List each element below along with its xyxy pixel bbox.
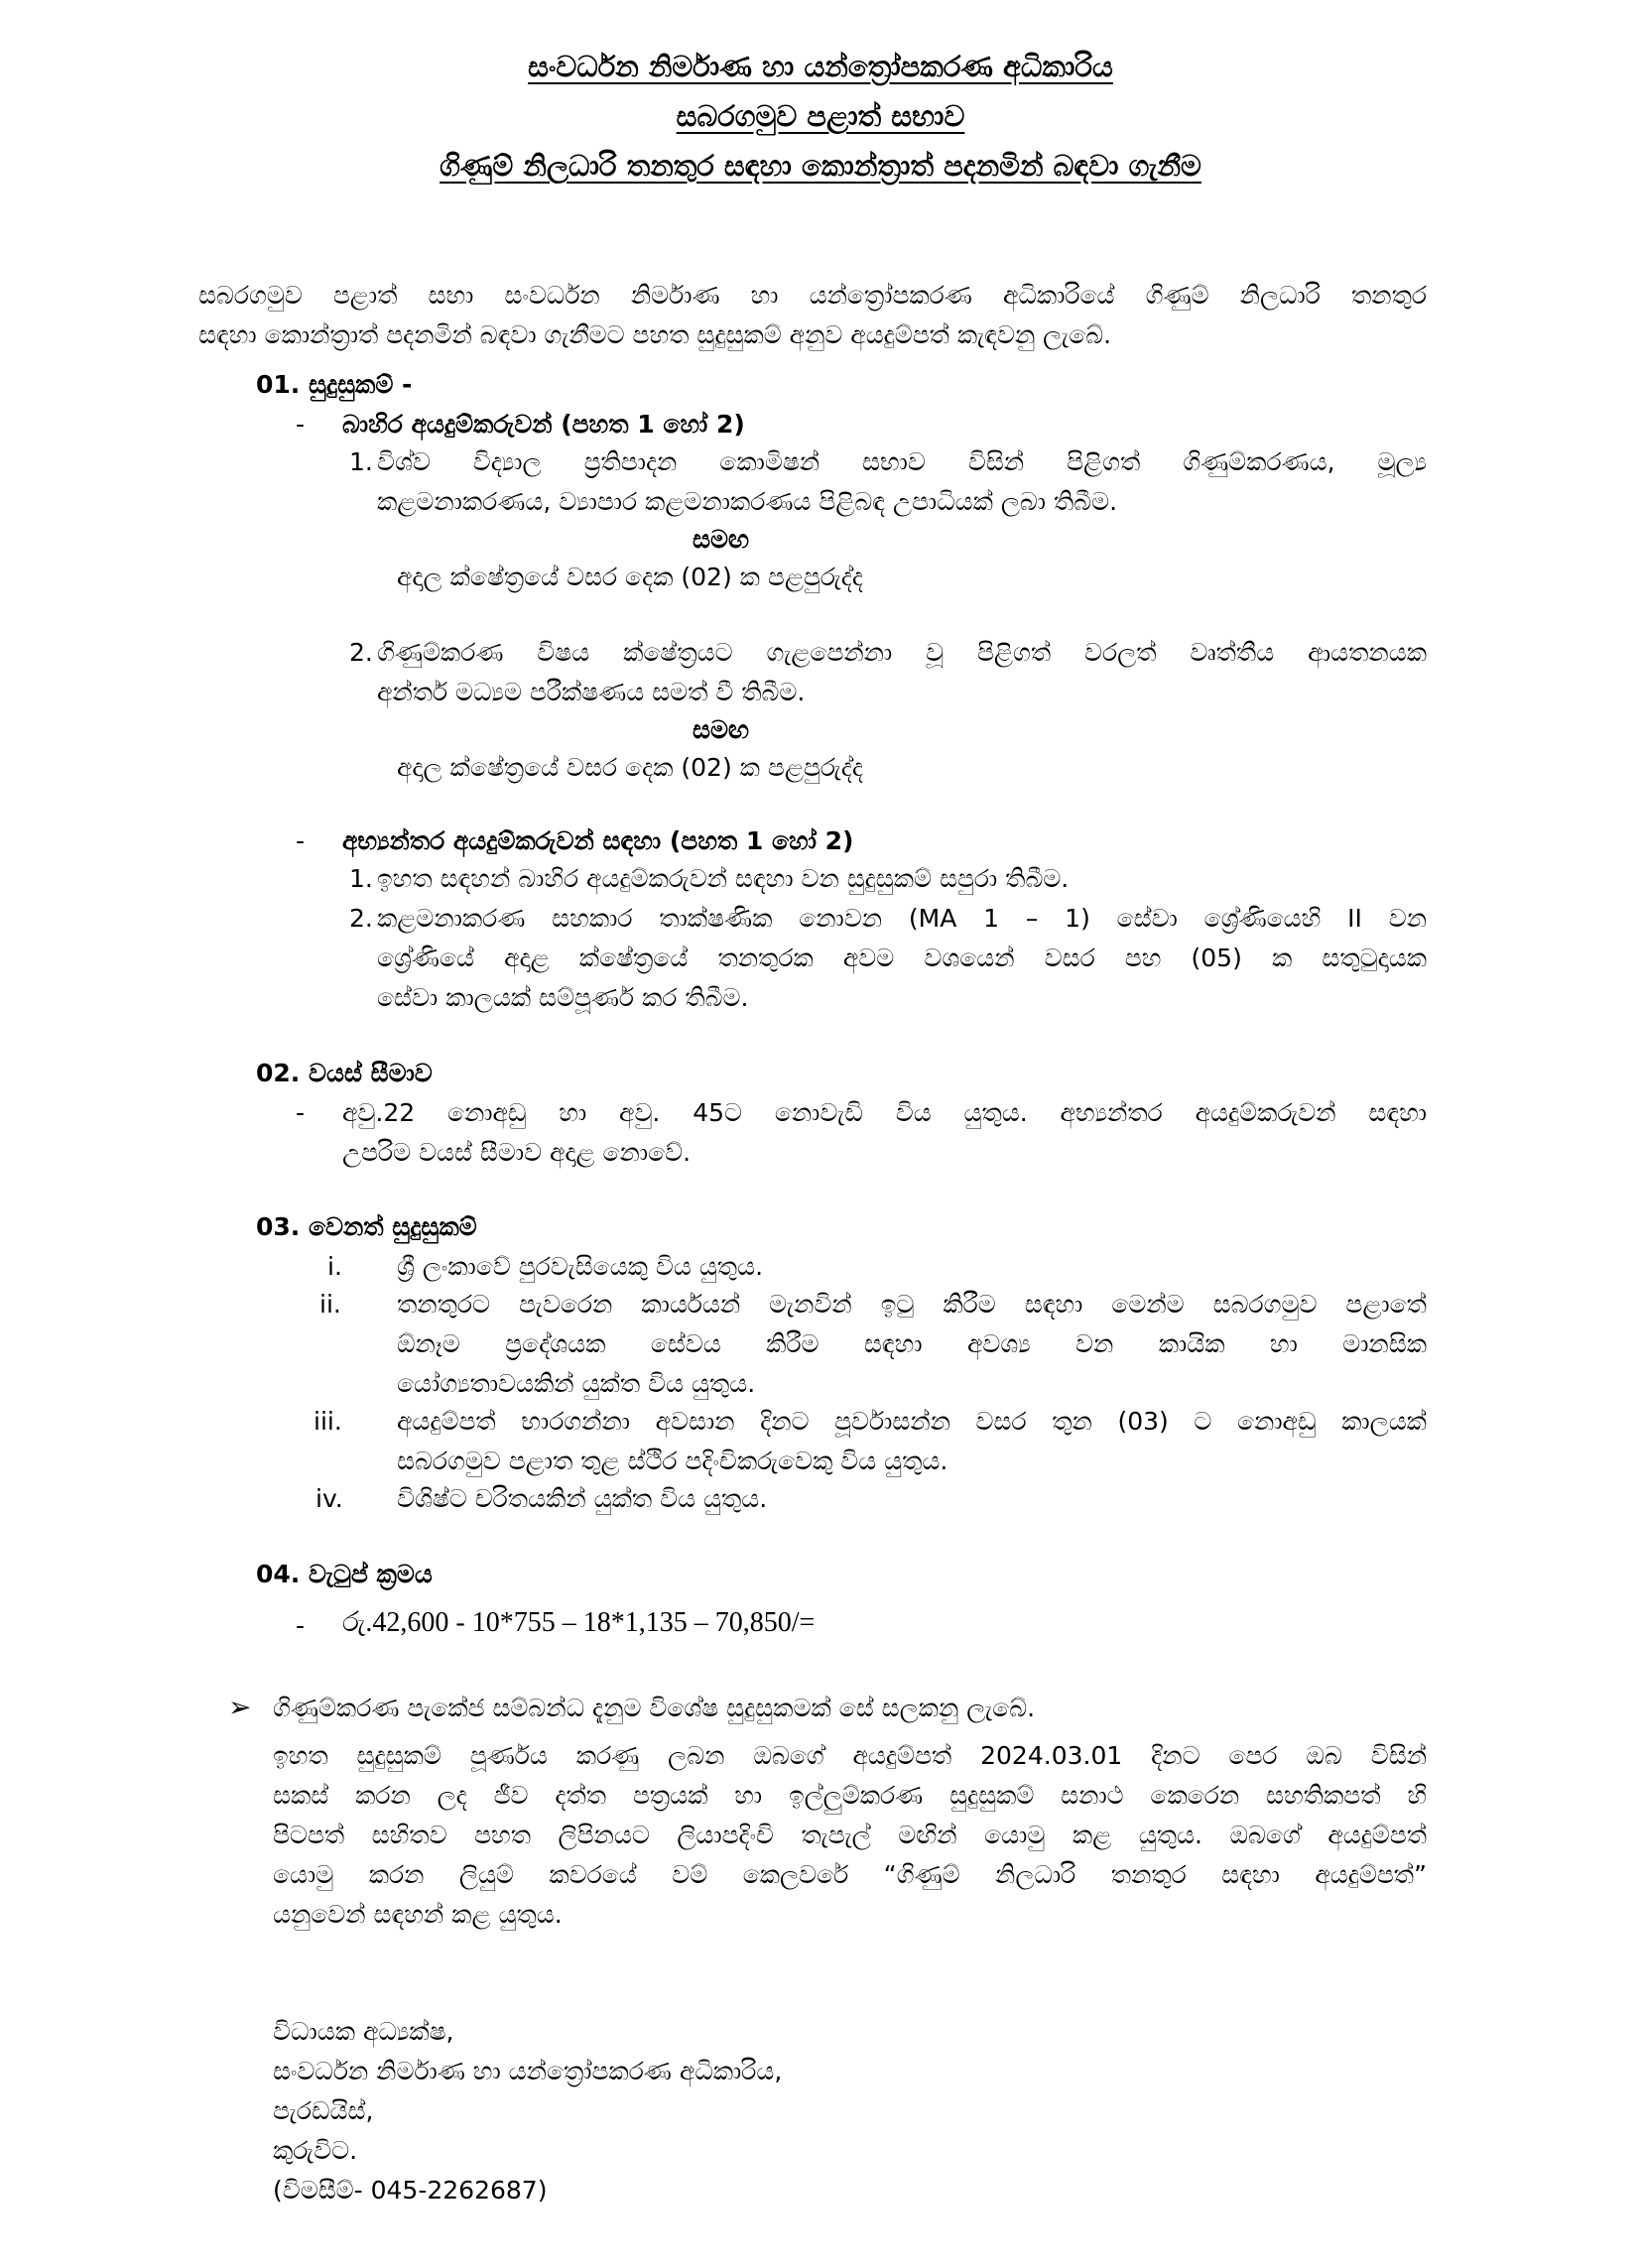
section-age-limit-heading: 02. වයස් සීමාව: [256, 1059, 433, 1087]
with-label: සමඟ: [693, 715, 749, 744]
intro-line-1: සබරගමුව පළාත් සභා සංවර්ධන නිර්මාණ හා යන්ත්‍රෝපකරණ අධිකාරියේ ගිණුම් නිලධාරි තනතුර: [198, 281, 1427, 310]
council-title: සබරගමුව පළාත් සභාව: [676, 99, 965, 133]
external-item-1-line-1: විශ්ව විද්‍යාල ප්‍රතිපාදන කොමිෂන් සභාව විසින් පිළිගත් ගිණුම්කරණය, මූල්‍ය: [377, 447, 1427, 476]
roman-number: iii.: [314, 1407, 342, 1436]
internal-item-1: ඉහත සඳහන් බාහිර අයදුම්කරුවන් සඳහා වන සුදුසුකම් සපුරා තිබීම.: [377, 864, 1070, 893]
vacancy-title: ගිණුම් නිලධාරි තනතුර සඳහා කොන්ත්‍රාත් පදනමින් බඳවා ගැනීම: [440, 149, 1201, 183]
with-label: සමඟ: [693, 525, 749, 554]
other-item-2-line-1: තනතුරට පැවරෙන කාර්යයන් මැනවින් ඉටු කිරීම සඳහා මෙන්ම සබරගමුව පළාතේ: [397, 1290, 1427, 1319]
dash-bullet: -: [296, 410, 306, 439]
external-applicants-title: බාහිර අයදුම්කරුවන් (පහත 1 හෝ 2): [342, 410, 745, 439]
dash-bullet: -: [296, 1611, 306, 1640]
arrow-bullet-icon: ➢: [228, 1691, 252, 1723]
address-line-1: විධායක අධ්‍යක්ෂ,: [273, 2017, 454, 2046]
external-item-1-experience: අදාල ක්ෂේත්‍රයේ වසර දෙක (02) ක පළපුරුද්ද: [397, 563, 863, 591]
section-qualifications-heading: 01. සුදුසුකම් -: [256, 370, 413, 399]
instructions-line-2: සකස් කරන ලද ජීව දත්ත පත්‍රයක් හා ඉල්ලුම්කරණ සුදුසුකම් සනාථ කෙරෙන සහතිකපත් හි: [273, 1781, 1427, 1810]
dash-bullet: -: [296, 826, 306, 855]
internal-item-2-line-2: ශ්‍රේණියේ අදාළ ක්ෂේත්‍රයේ තනතුරක අවම වශයෙන් වසර පහ (05) ක සතුටුදායක: [377, 944, 1427, 972]
address-line-3: පැරඩයිස්,: [273, 2096, 374, 2125]
external-item-2-line-2: අන්තර් මධ්‍යම පරීක්ෂණය සමත් වී තිබීම.: [377, 678, 806, 706]
instructions-line-5: යනුවෙන් සඳහන් කළ යුතුය.: [273, 1900, 563, 1929]
external-item-1-line-2: කළමනාකරණය, ව්‍යාපාර කළමනාකරණය පිළිබඳ උපාධියක් ලබා තිබීම.: [377, 487, 1118, 516]
list-number: 2.: [349, 904, 373, 933]
address-line-2: සංවර්ධන නිර්මාණ හා යන්ත්‍රෝපකරණ අධිකාරිය,: [273, 2057, 783, 2085]
roman-number: iv.: [316, 1484, 343, 1513]
instructions-line-4: යොමු කරන ලියුම් කවරයේ වම් කෙලවරේ “ගිණුම් නිලධාරි තනතුර සඳහා අයදුම්පත්”: [273, 1860, 1427, 1889]
internal-item-2-line-1: කළමනාකරණ සහකාර තාක්ෂණික නොවන (MA 1 – 1) සේවා ශ්‍රේණියෙහි II වන: [377, 904, 1427, 933]
contact-phone: (විමසීම්- 045-2262687): [273, 2176, 548, 2205]
accounting-package-note: ගිණුම්කරණ පැකේජ සම්බන්ධ දැනුම විශේෂ සුදුසුකමක් සේ සලකනු ලැබේ.: [273, 1694, 1036, 1722]
dash-bullet: -: [296, 1098, 306, 1127]
roman-number: i.: [327, 1252, 342, 1281]
intro-line-2: සඳහා කොන්ත්‍රාත් පදනමින් බඳවා ගැනීමට පහත සුදුසුකම් අනුව අයදුම්පත් කැඳවනු ලැබේ.: [198, 320, 1112, 349]
other-item-1: ශ්‍රී ලංකාවේ පුරවැසියෙකු විය යුතුය.: [397, 1252, 764, 1281]
section-other-qualifications-heading: 03. වෙනත් සුදුසුකම්: [256, 1212, 477, 1241]
address-line-4: කුරුවිට.: [273, 2136, 358, 2165]
internal-applicants-title: අභ්‍යන්තර අයදුම්කරුවන් සඳහා (පහත 1 හෝ 2): [342, 826, 854, 855]
age-limit-line-2: උපරිම වයස් සීමාව අදාළ නොවේ.: [342, 1138, 692, 1167]
section-salary-heading: 04. වැටුප් ක්‍රමය: [256, 1560, 433, 1588]
list-number: 1.: [349, 864, 373, 893]
list-number: 2.: [349, 638, 373, 667]
other-item-2-line-3: යෝග්‍යතාවයකින් යුක්ත විය යුතුය.: [397, 1369, 756, 1398]
internal-item-2-line-3: සේවා කාලයක් සම්පූර්ණ කර තිබීම.: [377, 983, 749, 1012]
instructions-line-1: ඉහත සුදුසුකම් පූර්ණය කරණු ලබන ඔබගේ අයදුම්පත් 2024.03.01 දිනට පෙර ඔබ විසින්: [273, 1741, 1427, 1770]
other-item-2-line-2: ඕනෑම ප්‍රදේශයක සේවය කිරීම සඳහා අවශ්‍ය වන කායික හා මානසික: [397, 1329, 1427, 1358]
other-item-4: විශිෂ්ට චරිතයකින් යුක්ත විය යුතුය.: [397, 1484, 768, 1513]
list-number: 1.: [349, 447, 373, 476]
instructions-line-3: පිටපත් සහිතව පහත ලිපිනයට ලියාපදිංචි තැපැල් මඟින් යොමු කළ යුතුය. ඔබගේ අයදුම්පත්: [273, 1821, 1427, 1849]
authority-title: සංවර්ධන නිර්මාණ හා යන්ත්‍රෝපකරණ අධිකාරිය: [528, 50, 1113, 83]
roman-number: ii.: [319, 1290, 341, 1319]
external-item-2-line-1: ගිණුම්කරණ විෂය ක්ෂේත්‍රයට ගැළපෙන්නා වූ පිළිගත් වරලත් වෘත්තීය ආයතනයක: [377, 638, 1427, 667]
salary-scale: රු.42,600 - 10*755 – 18*1,135 – 70,850/=: [342, 1607, 816, 1638]
external-item-2-experience: අදාල ක්ෂේත්‍රයේ වසර දෙක (02) ක පළපුරුද්ද: [397, 753, 863, 782]
other-item-3-line-2: සබරගමුව පළාත තුළ ස්ථිර පදිංචිකරුවෙකු විය යුතුය.: [397, 1447, 948, 1475]
other-item-3-line-1: අයදුම්පත් භාරගන්නා අවසාන දිනට පූර්වාසන්න වසර තුන (03) ට නොඅඩු කාලයක්: [397, 1407, 1427, 1436]
age-limit-line-1: අවු.22 නොඅඩු හා අවු. 45ට නොවැඩි විය යුතුය. අභ්‍යන්තර අයදුම්කරුවන් සඳහා: [342, 1098, 1427, 1127]
